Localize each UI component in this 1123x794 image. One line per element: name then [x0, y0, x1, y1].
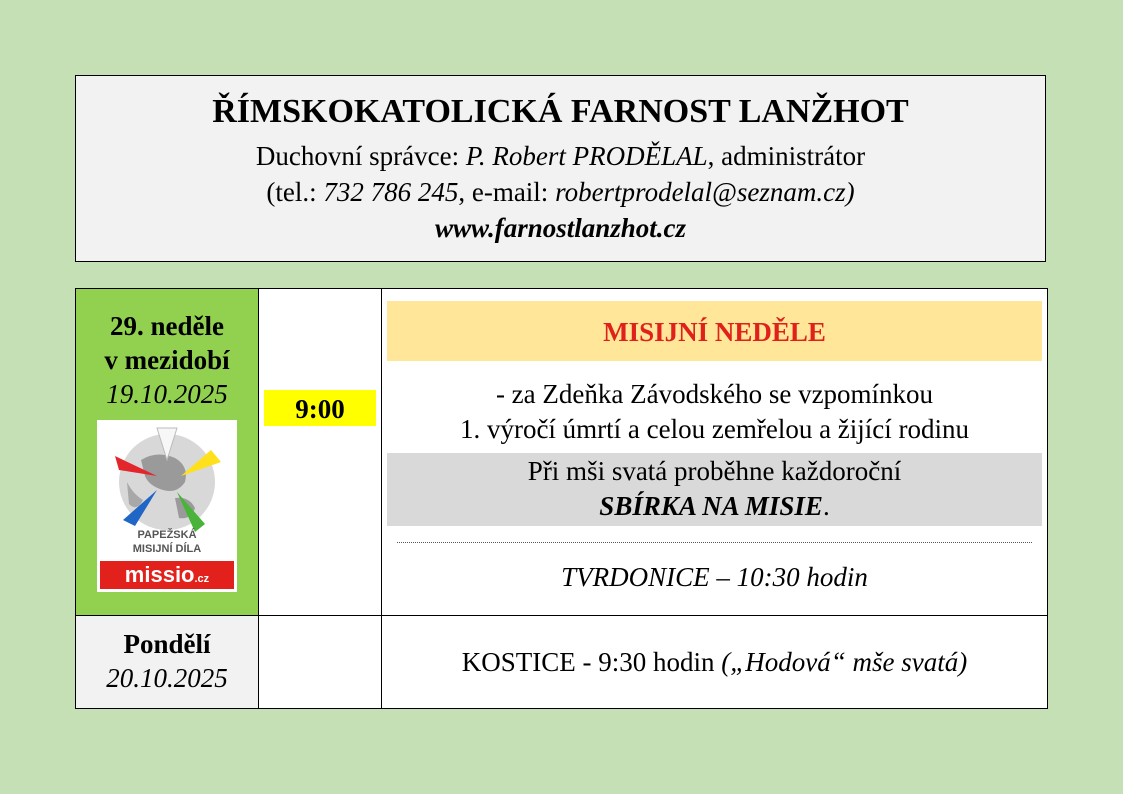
- mission-sunday-banner: MISIJNÍ NEDĚLE: [387, 301, 1042, 361]
- mass-time-badge: 9:00: [264, 390, 376, 426]
- mass-details-cell: [382, 289, 1048, 616]
- time-cell: [259, 289, 382, 616]
- monday-date: 20.10.2025: [106, 663, 228, 693]
- time-cell: [259, 616, 382, 709]
- phone-number: 732 786 245: [323, 177, 459, 207]
- missio-logo: PAPEŽSKÁ MISIJNÍ DÍLA missio.cz: [97, 420, 237, 592]
- parish-title: ŘÍMSKOKATOLICKÁ FARNOST LANŽHOT: [212, 93, 909, 130]
- website-link[interactable]: www.farnostlanzhot.cz: [434, 213, 687, 243]
- sunday-date: 19.10.2025: [106, 379, 228, 409]
- contact-line: (tel.: 732 786 245, e-mail: robertprodelal@seznam.cz): [266, 177, 855, 207]
- schedule-table: [75, 288, 1048, 709]
- missio-brand: missio.cz: [100, 561, 234, 589]
- monday-day-cell: Pondělí 20.10.2025: [76, 616, 259, 709]
- collection-notice: Při mši svatá proběhne každoroční SBÍRKA NA MISIE.: [387, 453, 1042, 526]
- parish-header: [75, 75, 1046, 262]
- administrator-line: Duchovní správce: P. Robert PRODĚLAL, administrátor: [255, 141, 866, 171]
- mass-intention: - za Zdeňka Závodského se vzpomínkou 1. výročí úmrtí a celou zemřelou a žijící rodinu: [459, 379, 970, 444]
- table-row: [76, 289, 1048, 616]
- divider: [397, 542, 1032, 543]
- kostice-cell: [382, 616, 1048, 709]
- sunday-day-cell: 29. neděle v mezidobí 19.10.2025 PAPEŽSKÁ MISIJNÍ DÍLA missio.cz: [76, 289, 259, 616]
- administrator-name: P. Robert PRODĚLAL: [465, 141, 708, 171]
- kostice-mass: KOSTICE - 9:30 hodin („Hodová“ mše svatá): [461, 647, 968, 677]
- table-row: [76, 616, 1048, 709]
- other-mass-tvrdonice: TVRDONICE – 10:30 hodin: [561, 562, 868, 592]
- email-address: robertprodelal@seznam.cz): [555, 177, 855, 207]
